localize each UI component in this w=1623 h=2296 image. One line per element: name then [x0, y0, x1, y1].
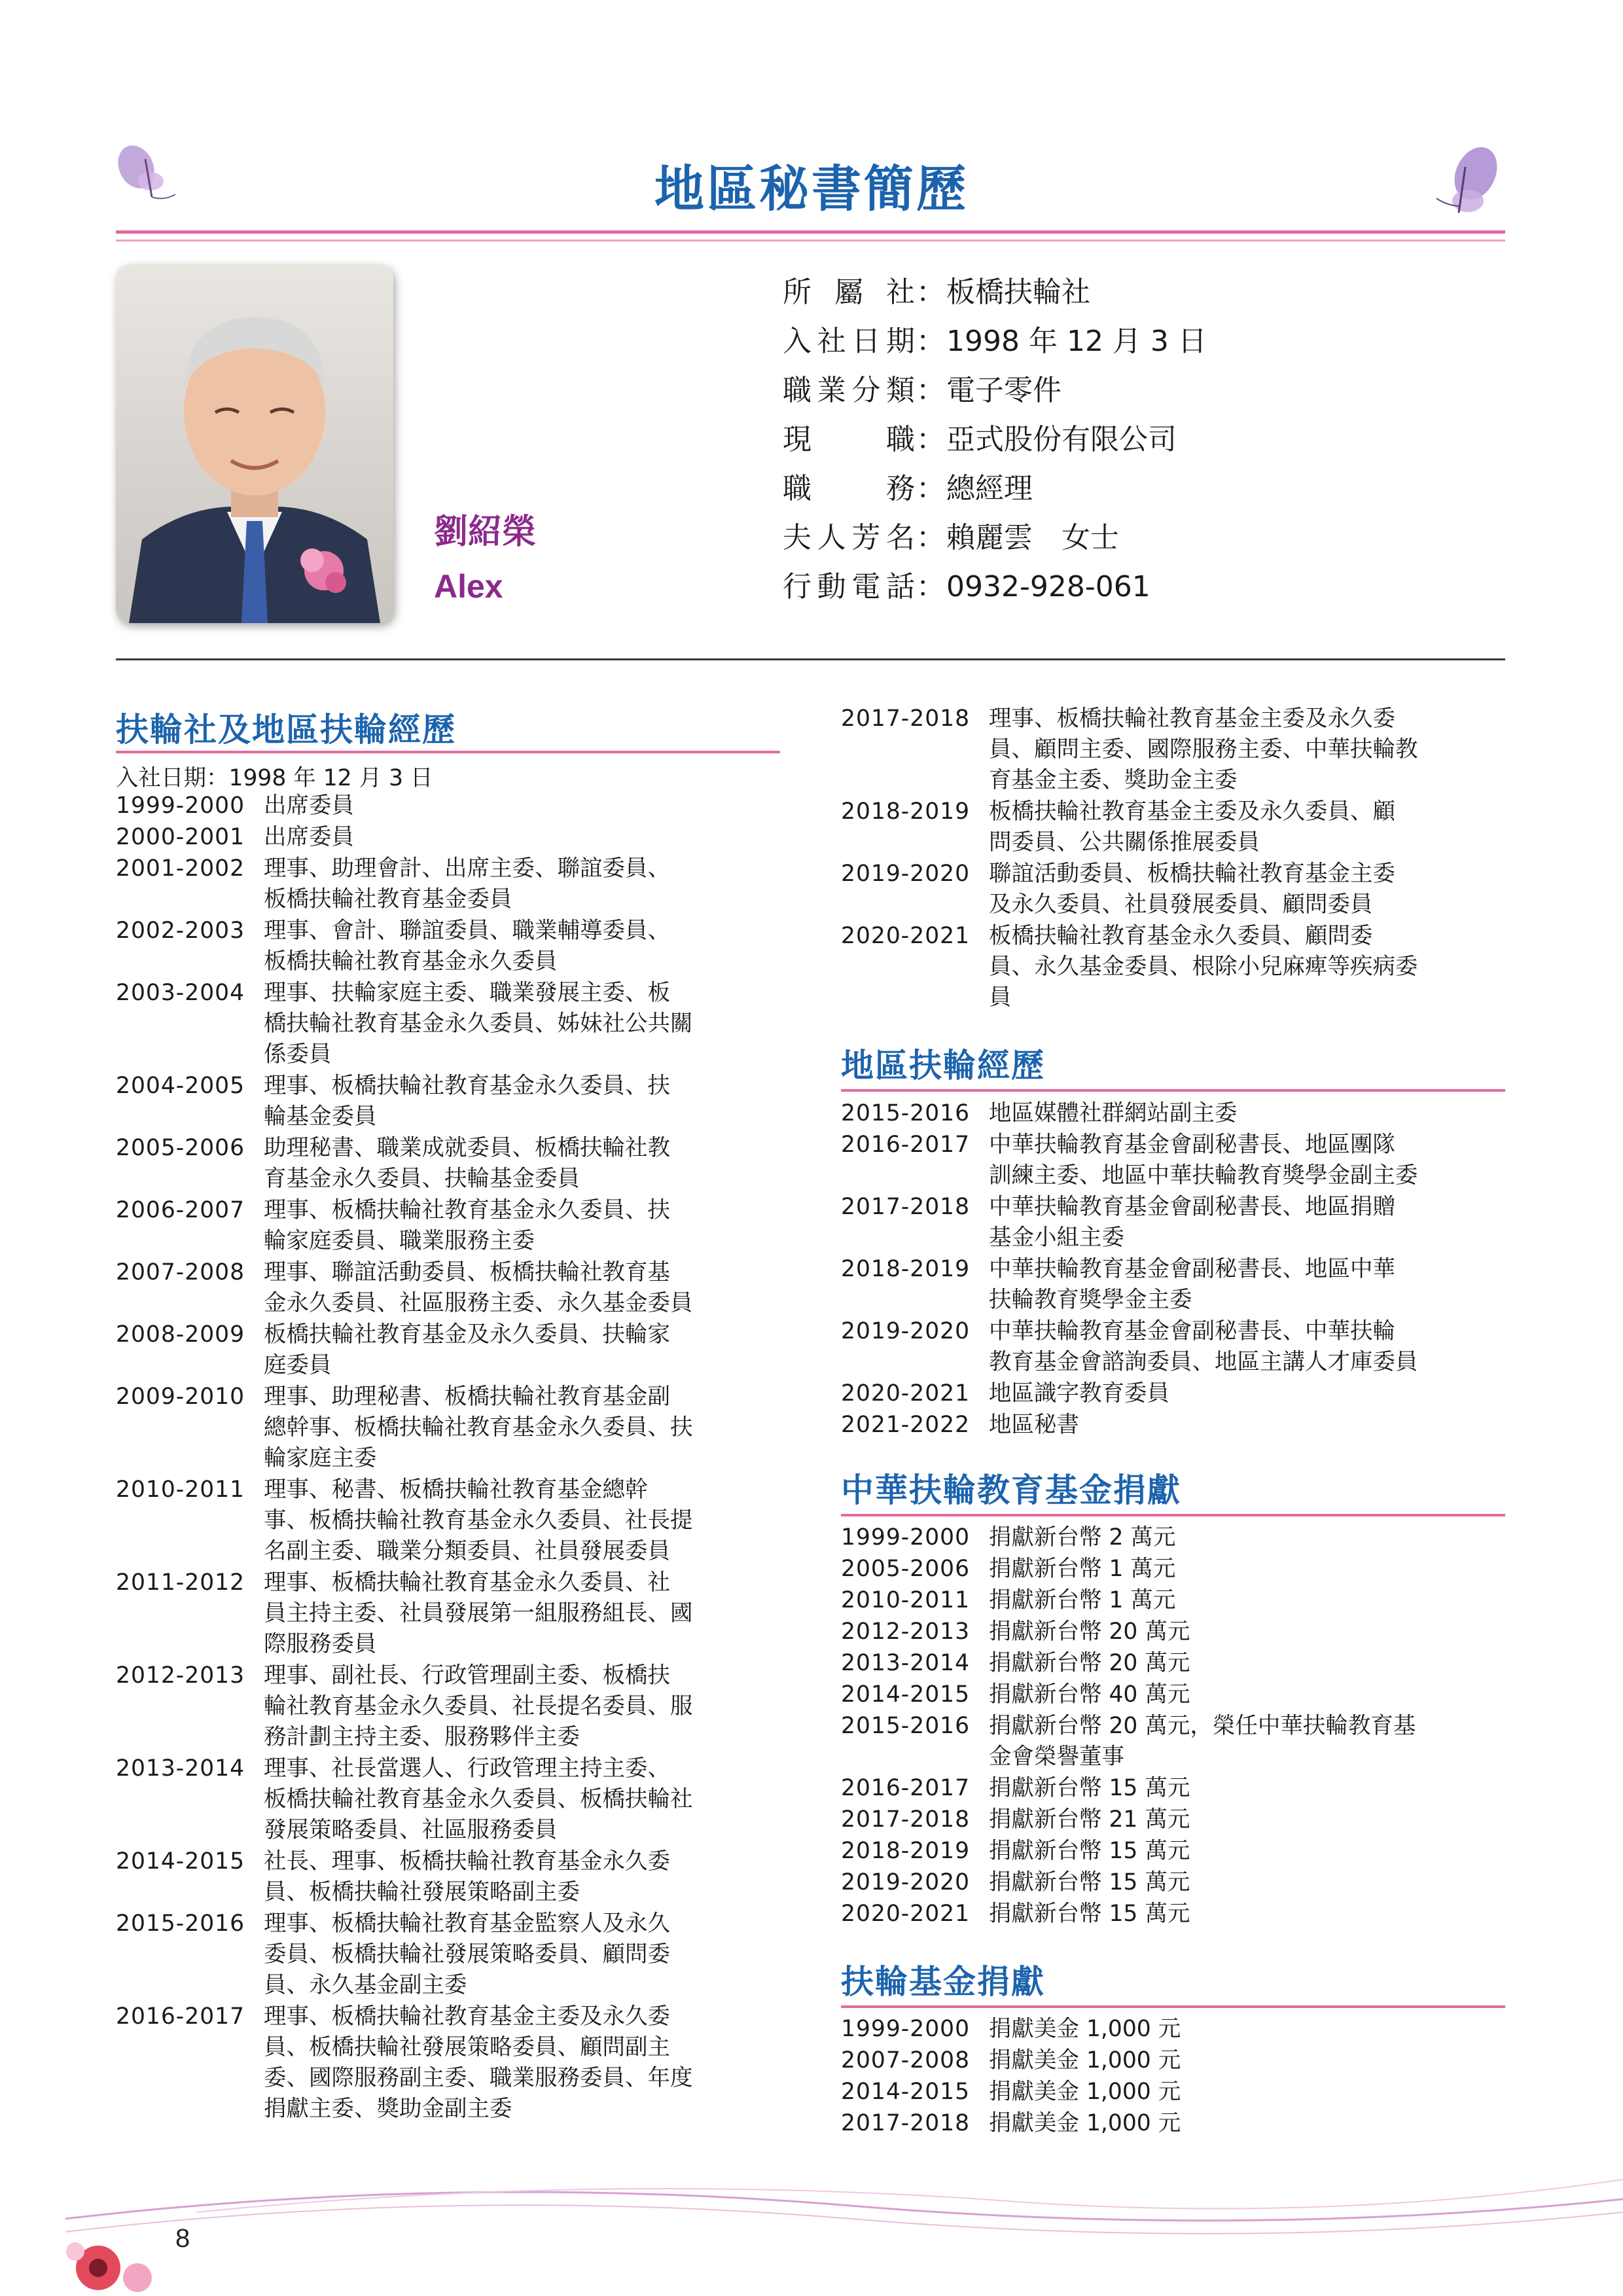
profile-row-spouse [783, 514, 1119, 556]
flower-icon [66, 2242, 152, 2292]
profile-colon: ： [916, 325, 945, 358]
entry-year: 2017-2018 [841, 1194, 971, 1220]
portrait-photo [116, 264, 393, 623]
entry-year: 2006-2007 [116, 1197, 245, 1223]
entry-year: 2019-2020 [841, 1869, 971, 1895]
entry-year: 2016-2017 [841, 1132, 971, 1158]
entry-text: 捐獻新台幣 40 萬元 [989, 1681, 1190, 1708]
entry-text: 理事、板橋扶輪社教育基金永久委員、扶 輪家庭委員、職業服務主委 [264, 1197, 670, 1254]
profile-value: 電子零件 [946, 374, 1061, 407]
entry-text: 捐獻新台幣 21 萬元 [989, 1806, 1190, 1833]
section-heading-club: 扶輪社及地區扶輪經歷 [116, 711, 456, 749]
entry-year: 2014-2015 [116, 1848, 245, 1874]
section-heading-district: 地區扶輪經歷 [841, 1047, 1045, 1085]
entry-text: 捐獻新台幣 15 萬元 [989, 1869, 1190, 1895]
profile-value: 賴麗雲 女士 [946, 521, 1119, 554]
profile-colon: ： [916, 521, 945, 554]
entry-text: 捐獻新台幣 1 萬元 [989, 1556, 1176, 1582]
entry-text: 理事、秘書、板橋扶輪社教育基金總幹 事、板橋扶輪社教育基金永久委員、社長提 名副主委、職業分類委員、社員發展委員 [264, 1477, 693, 1564]
header-rule [116, 230, 1505, 234]
butterfly-icon-right [1430, 141, 1508, 226]
profile-label: 行動電話 [783, 570, 915, 603]
entry-text: 出席委員 [264, 824, 354, 850]
profile-colon: ： [916, 472, 945, 505]
butterfly-icon-left [111, 141, 183, 206]
entry-text: 理事、會計、聯誼委員、職業輔導委員、 板橋扶輪社教育基金永久委員 [264, 918, 670, 975]
entry-text: 捐獻美金 1,000 元 [989, 2047, 1181, 2073]
profile-label: 入社日期 [783, 325, 915, 358]
profile-label: 職業分類 [783, 374, 915, 407]
entry-text: 捐獻新台幣 2 萬元 [989, 1524, 1176, 1551]
page-number: 8 [175, 2224, 190, 2253]
entry-year: 2015-2016 [841, 1100, 971, 1126]
entry-text: 出席委員 [264, 793, 354, 819]
entry-text: 社長、理事、板橋扶輪社教育基金永久委 員、板橋扶輪社發展策略副主委 [264, 1848, 670, 1905]
entry-text: 地區秘書 [989, 1412, 1079, 1438]
entry-year: 2007-2008 [116, 1259, 245, 1285]
entry-year: 1999-2000 [841, 1524, 971, 1551]
profile-colon: ： [916, 570, 945, 603]
entry-year: 2017-2018 [841, 706, 971, 732]
entry-year: 2016-2017 [116, 2003, 245, 2030]
section-rule [841, 1514, 1505, 1516]
club-join-date: 入社日期：1998 年 12 月 3 日 [116, 765, 433, 791]
entry-text: 理事、聯誼活動委員、板橋扶輪社教育基 金永久委員、社區服務主委、永久基金委員 [264, 1259, 693, 1316]
profile-label: 職務 [783, 472, 915, 505]
entry-year: 2003-2004 [116, 980, 245, 1006]
profile-value: 亞式股份有限公司 [946, 423, 1177, 456]
entry-text: 地區識字教育委員 [989, 1380, 1169, 1407]
entry-year: 2020-2021 [841, 1380, 971, 1407]
entry-text: 捐獻美金 1,000 元 [989, 2110, 1181, 2136]
profile-divider [116, 658, 1505, 660]
entry-text: 捐獻新台幣 20 萬元 [989, 1650, 1190, 1676]
entry-text: 理事、板橋扶輪社教育基金永久委員、扶 輪基金委員 [264, 1073, 670, 1130]
profile-row-occupation [783, 367, 1061, 408]
profile-label: 夫人芳名 [783, 521, 915, 554]
entry-text: 理事、扶輪家庭主委、職業發展主委、板 橋扶輪社教育基金永久委員、姊妹社公共關 係委員 [264, 980, 693, 1067]
entry-year: 2015-2016 [116, 1910, 245, 1937]
entry-year: 2002-2003 [116, 918, 245, 944]
profile-row-position [783, 465, 1033, 507]
entry-year: 2005-2006 [841, 1556, 971, 1582]
profile-row-company [783, 416, 1177, 457]
entry-year: 2013-2014 [116, 1755, 245, 1782]
entry-year: 2004-2005 [116, 1073, 245, 1099]
entry-year: 1999-2000 [116, 793, 245, 819]
section-heading-education-fund: 中華扶輪教育基金捐獻 [841, 1471, 1181, 1509]
entry-year: 2018-2019 [841, 1256, 971, 1282]
entry-year: 2016-2017 [841, 1775, 971, 1801]
profile-colon: ： [916, 374, 945, 407]
entry-year: 2007-2008 [841, 2047, 971, 2073]
profile-row-join-date [783, 317, 1207, 359]
entry-year: 2012-2013 [841, 1619, 971, 1645]
entry-text: 板橋扶輪社教育基金主委及永久委員、顧 問委員、公共關係推展委員 [989, 798, 1395, 855]
entry-text: 理事、板橋扶輪社教育基金主委及永久委 員、板橋扶輪社發展策略委員、顧問副主 委、國際服務副主委、職業服務委員、年度 捐獻主委、獎助金副主委 [264, 2003, 693, 2122]
entry-text: 捐獻新台幣 15 萬元 [989, 1838, 1190, 1864]
entry-year: 2008-2009 [116, 1321, 245, 1348]
entry-year: 2010-2011 [116, 1477, 245, 1503]
profile-value: 1998 年 12 月 3 日 [946, 325, 1207, 358]
entry-text: 助理秘書、職業成就委員、板橋扶輪社教 育基金永久委員、扶輪基金委員 [264, 1135, 670, 1192]
entry-year: 2020-2021 [841, 1901, 971, 1927]
section-heading-rotary-fund: 扶輪基金捐獻 [841, 1963, 1045, 2001]
section-rule [841, 1089, 1505, 1092]
entry-text: 捐獻新台幣 20 萬元，榮任中華扶輪教育基 金會榮譽董事 [989, 1713, 1416, 1770]
profile-value: 總經理 [946, 472, 1033, 505]
entry-text: 中華扶輪教育基金會副秘書長、中華扶輪 教育基金會諮詢委員、地區主講人才庫委員 [989, 1318, 1418, 1375]
profile-value: 0932-928-061 [946, 570, 1150, 603]
entry-text: 捐獻美金 1,000 元 [989, 2079, 1181, 2105]
entry-year: 2012-2013 [116, 1662, 245, 1689]
entry-text: 理事、助理秘書、板橋扶輪社教育基金副 總幹事、板橋扶輪社教育基金永久委員、扶 輪家庭主委 [264, 1384, 693, 1471]
profile-colon: ： [916, 423, 945, 456]
entry-year: 2014-2015 [841, 1681, 971, 1708]
profile-row-club [783, 268, 1090, 310]
entry-text: 中華扶輪教育基金會副秘書長、地區團隊 訓練主委、地區中華扶輪教育獎學金副主委 [989, 1132, 1418, 1189]
entry-year: 2021-2022 [841, 1412, 971, 1438]
profile-colon: ： [916, 276, 945, 309]
entry-text: 捐獻新台幣 15 萬元 [989, 1775, 1190, 1801]
entry-year: 2018-2019 [841, 798, 971, 825]
entry-year: 2013-2014 [841, 1650, 971, 1676]
footer-wave-decoration [0, 2160, 1623, 2296]
header-rule-thin [116, 240, 1505, 242]
entry-text: 捐獻新台幣 1 萬元 [989, 1587, 1176, 1613]
entry-year: 2005-2006 [116, 1135, 245, 1161]
entry-text: 捐獻新台幣 20 萬元 [989, 1619, 1190, 1645]
entry-year: 2000-2001 [116, 824, 245, 850]
section-rule [841, 2005, 1505, 2008]
entry-text: 理事、板橋扶輪社教育基金永久委員、社 員主持主委、社員發展第一組服務組長、國 際服務委員 [264, 1570, 693, 1657]
entry-text: 理事、社長當選人、行政管理主持主委、 板橋扶輪社教育基金永久委員、板橋扶輪社 發展策略委員、社區服務委員 [264, 1755, 693, 1843]
profile-label: 現職 [783, 423, 915, 456]
name-chinese: 劉紹榮 [434, 512, 537, 552]
entry-year: 2017-2018 [841, 1806, 971, 1833]
entry-year: 2020-2021 [841, 923, 971, 949]
entry-text: 地區媒體社群網站副主委 [989, 1100, 1238, 1126]
entry-year: 2001-2002 [116, 855, 245, 882]
profile-row-mobile [783, 563, 1150, 605]
entry-text: 板橋扶輪社教育基金及永久委員、扶輪家 庭委員 [264, 1321, 670, 1378]
entry-text: 理事、副社長、行政管理副主委、板橋扶 輪社教育基金永久委員、社長提名委員、服 務計劃主持主委、服務夥伴主委 [264, 1662, 693, 1750]
entry-year: 2015-2016 [841, 1713, 971, 1739]
entry-text: 捐獻美金 1,000 元 [989, 2016, 1181, 2042]
entry-year: 2019-2020 [841, 1318, 971, 1344]
page-title: 地區秘書簡歷 [654, 160, 969, 218]
entry-year: 2011-2012 [116, 1570, 245, 1596]
entry-text: 板橋扶輪社教育基金永久委員、顧問委 員、永久基金委員、根除小兒麻痺等疾病委 員 [989, 923, 1418, 1011]
entry-year: 2017-2018 [841, 2110, 971, 2136]
entry-year: 2018-2019 [841, 1838, 971, 1864]
entry-year: 1999-2000 [841, 2016, 971, 2042]
entry-text: 聯誼活動委員、板橋扶輪社教育基金主委 及永久委員、社員發展委員、顧問委員 [989, 861, 1395, 918]
profile-label: 所屬社 [783, 276, 915, 309]
entry-year: 2019-2020 [841, 861, 971, 887]
entry-year: 2009-2010 [116, 1384, 245, 1410]
entry-text: 理事、助理會計、出席主委、聯誼委員、 板橋扶輪社教育基金委員 [264, 855, 670, 912]
entry-year: 2010-2011 [841, 1587, 971, 1613]
section-rule [116, 751, 780, 753]
entry-text: 理事、板橋扶輪社教育基金監察人及永久 委員、板橋扶輪社發展策略委員、顧問委 員、永久基金副主委 [264, 1910, 670, 1998]
name-english: Alex [434, 568, 503, 605]
entry-year: 2014-2015 [841, 2079, 971, 2105]
entry-text: 理事、板橋扶輪社教育基金主委及永久委 員、顧問主委、國際服務主委、中華扶輪教 育基金主委、獎助金主委 [989, 706, 1418, 793]
entry-text: 中華扶輪教育基金會副秘書長、地區中華 扶輪教育獎學金主委 [989, 1256, 1395, 1313]
entry-text: 捐獻新台幣 15 萬元 [989, 1901, 1190, 1927]
profile-value: 板橋扶輪社 [946, 276, 1090, 309]
entry-text: 中華扶輪教育基金會副秘書長、地區捐贈 基金小組主委 [989, 1194, 1395, 1251]
